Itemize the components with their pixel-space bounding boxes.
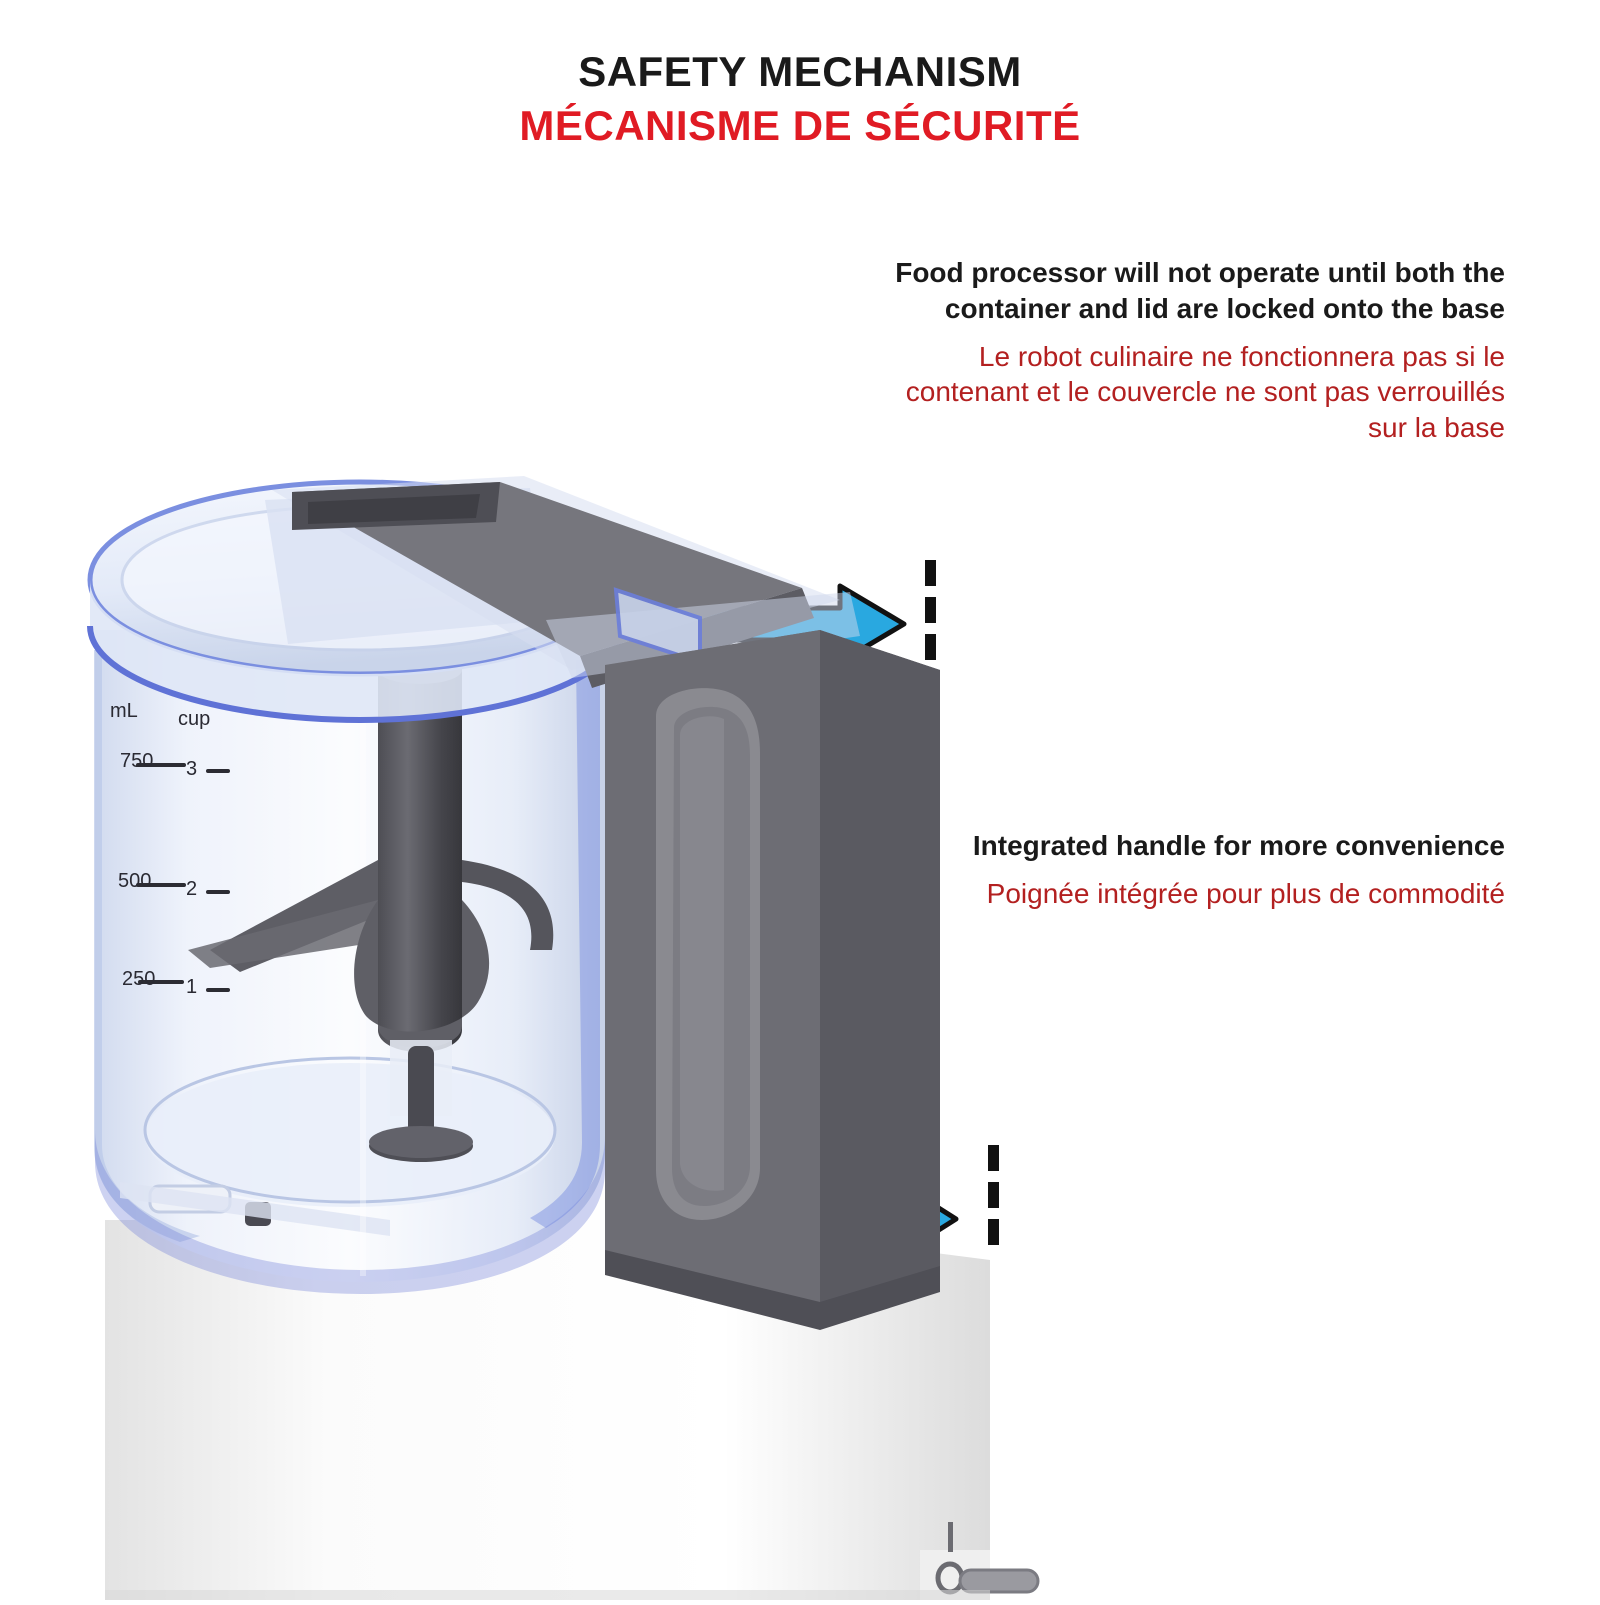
scale-mark-cup-1: 1	[186, 976, 198, 998]
scale-mark-ml-500: 500	[118, 870, 152, 892]
processor-bowl	[94, 630, 605, 1294]
scale-mark-cup-3: 3	[186, 758, 198, 780]
callout-safety-lock-fr: Le robot culinaire ne fonctionnera pas si le contenant et le couvercle ne sont pas verrouillés sur la base	[905, 340, 1505, 444]
callout-integrated-handle-fr: Poignée intégrée pour plus de commodité	[986, 877, 1505, 909]
scale-mark-ml-250: 250	[122, 968, 156, 990]
integrated-handle	[605, 630, 940, 1330]
scale-unit-cup: cup	[178, 708, 211, 730]
scale-unit-ml: mL	[110, 700, 138, 722]
scale-mark-cup-2: 2	[186, 878, 198, 900]
callout-safety-lock	[865, 255, 1505, 446]
callout-integrated-handle-en: Integrated handle for more convenience	[972, 830, 1505, 861]
page-title-fr: MÉCANISME DE SÉCURITÉ	[519, 102, 1081, 150]
food-processor-drawing	[60, 430, 1060, 1600]
page-title-en: SAFETY MECHANISM	[578, 48, 1022, 95]
scale-mark-ml-750: 750	[120, 750, 154, 772]
callout-safety-lock-en: Food processor will not operate until both the container and lid are locked onto the base	[895, 257, 1505, 324]
product-illustration	[60, 430, 1060, 1600]
header-titles	[0, 48, 1600, 151]
